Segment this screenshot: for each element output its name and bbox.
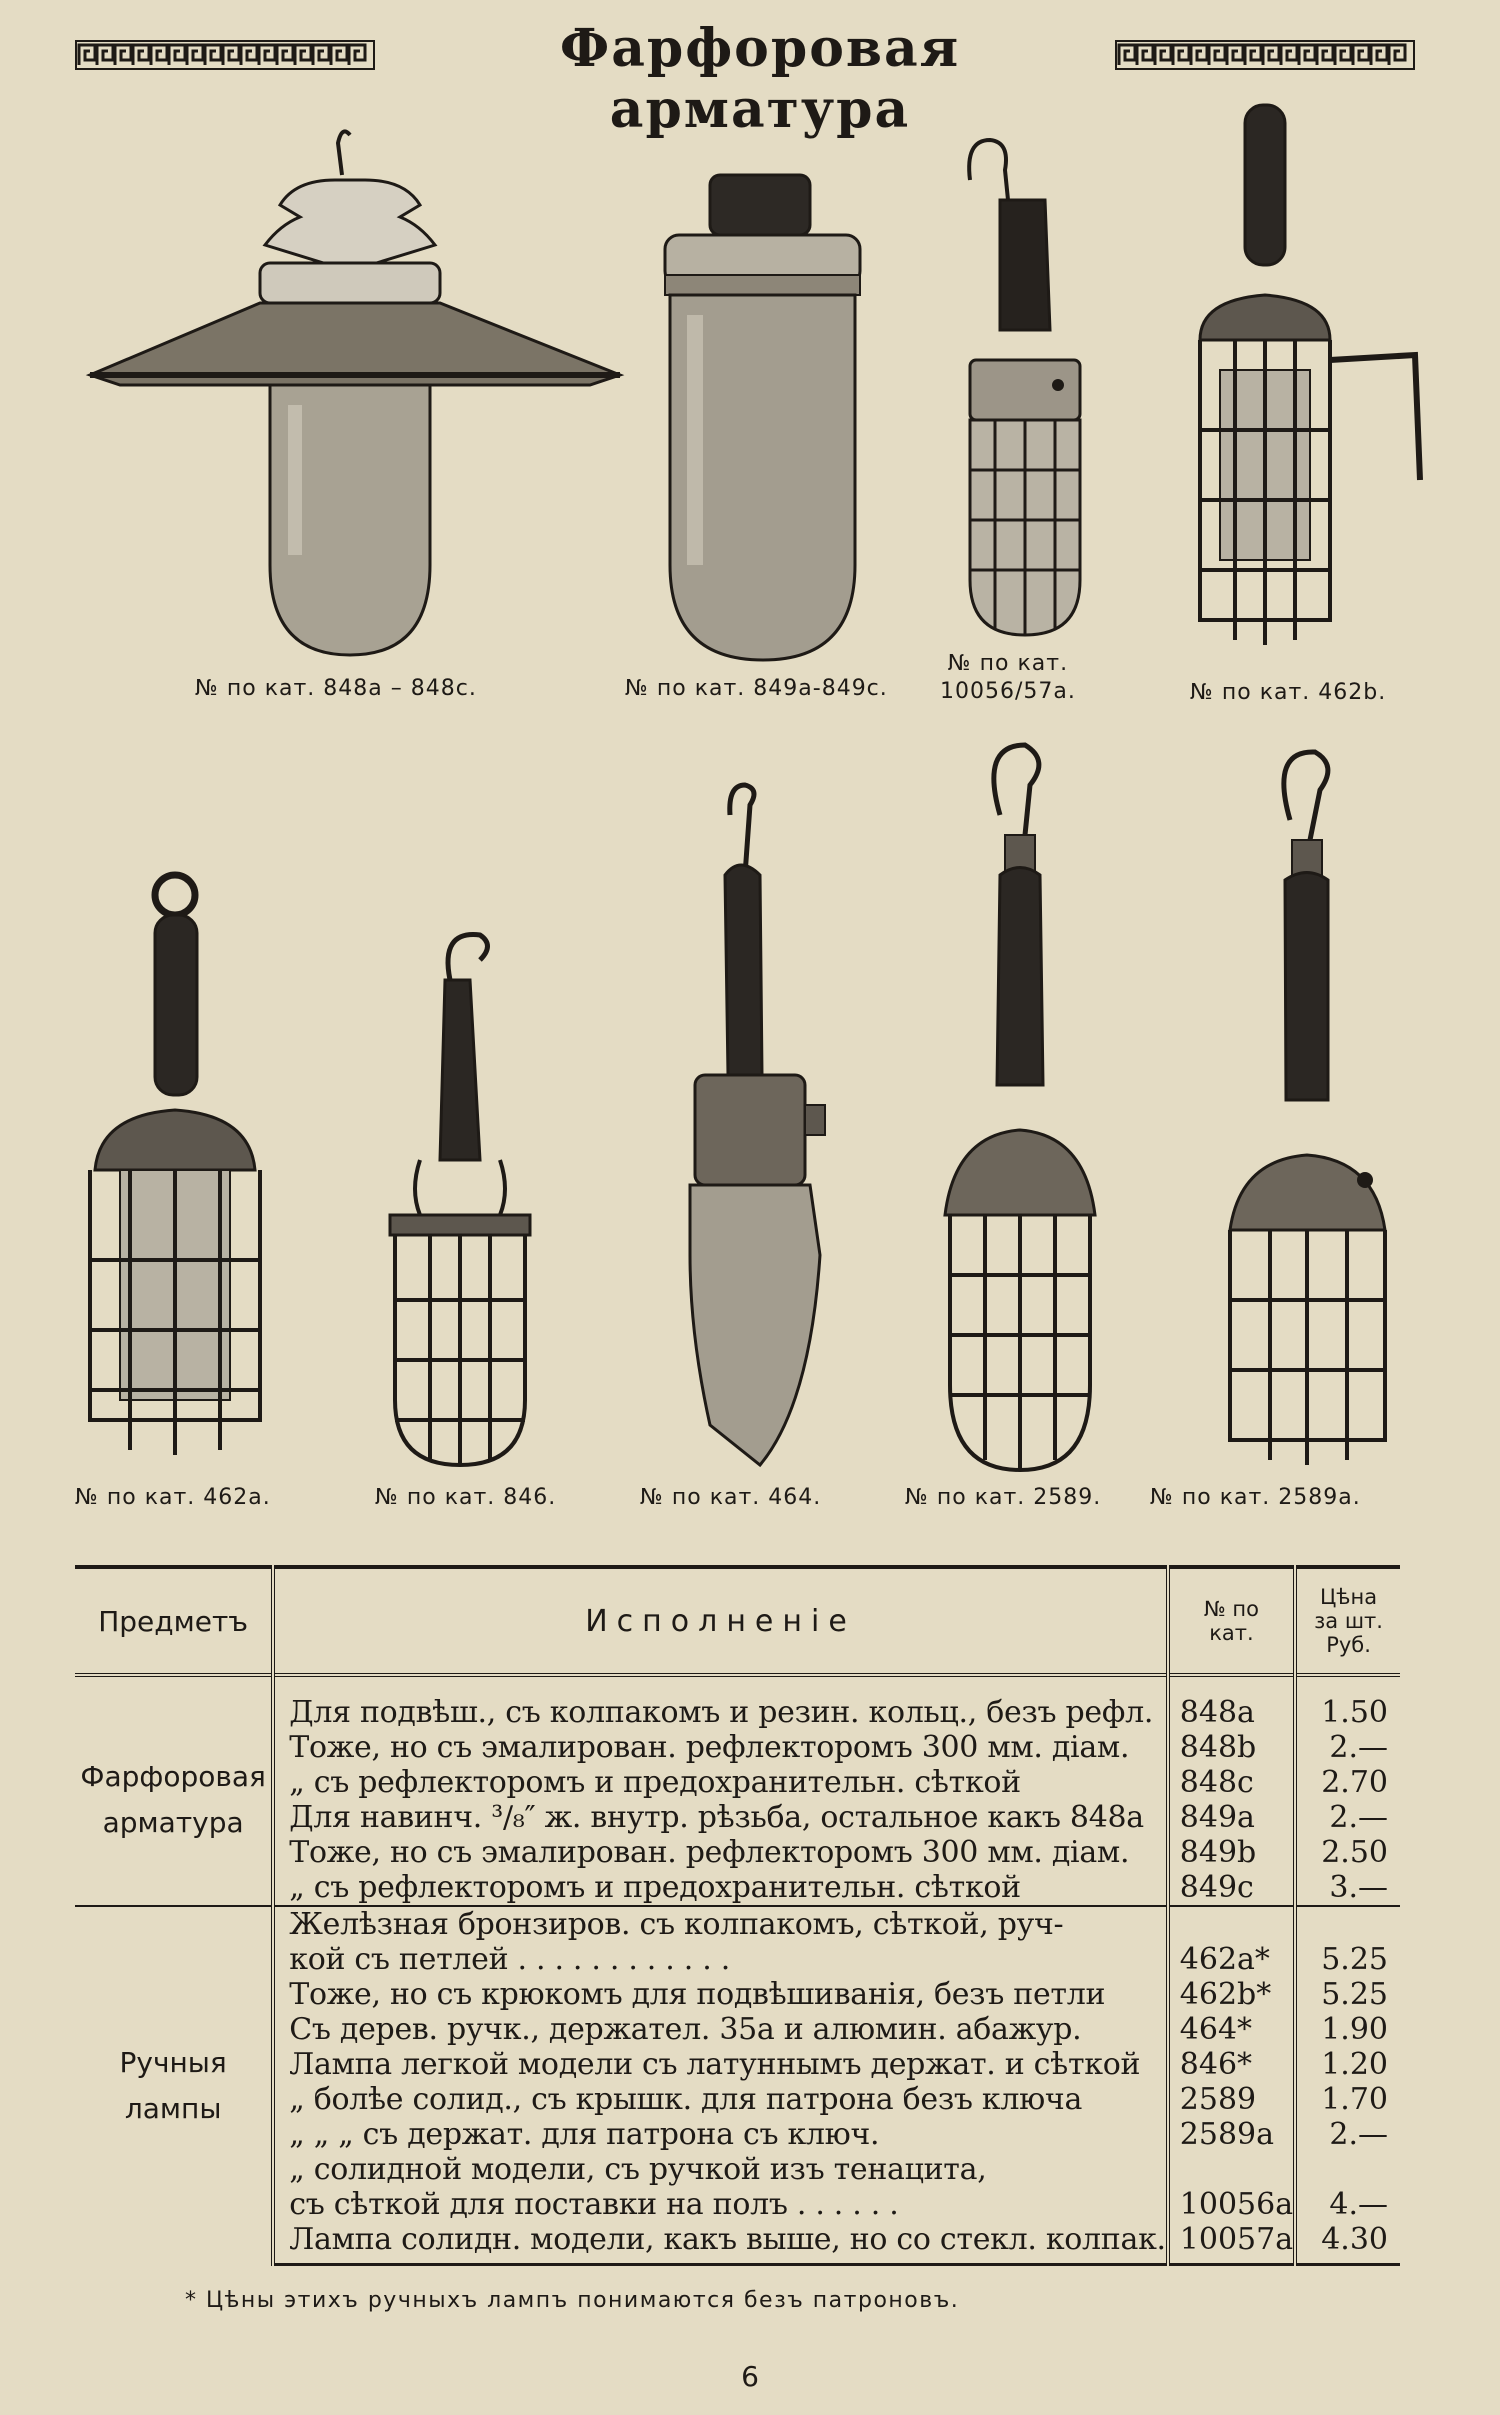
table-row xyxy=(75,2187,1400,2222)
row-catalog-number: 849b xyxy=(1168,1835,1295,1870)
figure-caption: № по кат. 2589. xyxy=(905,1485,1102,1510)
column-header-item: Предметъ xyxy=(98,1604,249,1638)
row-price: 2.— xyxy=(1295,2117,1400,2152)
row-price xyxy=(1295,1906,1400,1942)
row-description: Лампа солидн. модели, какъ выше, но со стекл. колпак. xyxy=(273,2222,1168,2265)
group-label-line: арматура xyxy=(102,1806,244,1839)
row-catalog-number: 462b* xyxy=(1168,1977,1295,2012)
group-label-hand-lamps xyxy=(75,1906,273,2265)
row-catalog-number: 464* xyxy=(1168,2012,1295,2047)
header-line: № по xyxy=(1203,1597,1259,1621)
row-price: 1.90 xyxy=(1295,2012,1400,2047)
row-catalog-number: 462a* xyxy=(1168,1942,1295,1977)
row-catalog-number: 849a xyxy=(1168,1800,1295,1835)
header-line: Цѣна xyxy=(1320,1585,1378,1609)
row-price: 5.25 xyxy=(1295,1942,1400,1977)
table-row xyxy=(75,2117,1400,2152)
row-description: Желѣзная бронзиров. съ колпакомъ, сѣткой, руч- xyxy=(273,1906,1168,1942)
row-description: Тоже, но съ эмалирован. рефлекторомъ 300 мм. діам. xyxy=(273,1730,1168,1765)
row-price: 2.50 xyxy=(1295,1835,1400,1870)
footnote: * Цѣны этихъ ручныхъ лампъ понимаются безъ патроновъ. xyxy=(185,2288,960,2313)
figure-caption: № по кат. 462b. xyxy=(1190,680,1387,705)
page-title: Фарфоровая арматура xyxy=(559,18,961,140)
table-row xyxy=(75,2222,1400,2265)
row-catalog-number xyxy=(1168,1906,1295,1942)
row-catalog-number: 10056a xyxy=(1168,2187,1295,2222)
header-line: кат. xyxy=(1209,1621,1254,1645)
row-catalog-number: 2589a xyxy=(1168,2117,1295,2152)
row-description: Тоже, но съ эмалирован. рефлекторомъ 300 мм. діам. xyxy=(273,1835,1168,1870)
table-row xyxy=(75,1800,1400,1835)
row-description: Для навинч. ³/₈″ ж. внутр. рѣзьба, остальное какъ 848a xyxy=(273,1800,1168,1835)
row-description: съ сѣткой для поставки на полъ . . . . . . xyxy=(273,2187,1168,2222)
figure-caption-10056 xyxy=(940,650,1076,706)
row-catalog-number: 848b xyxy=(1168,1730,1295,1765)
row-price: 4.30 xyxy=(1295,2222,1400,2265)
table-row xyxy=(75,1675,1400,1730)
row-catalog-number: 2589 xyxy=(1168,2082,1295,2117)
lamp-846-illustration xyxy=(380,920,540,1470)
lamp-462a-illustration xyxy=(75,870,275,1470)
row-description: Для подвѣш., съ колпакомъ и резин. кольц., безъ рефл. xyxy=(273,1675,1168,1730)
price-table xyxy=(75,1565,1400,2266)
row-price: 1.20 xyxy=(1295,2047,1400,2082)
ornament-band-left xyxy=(75,40,375,70)
row-price xyxy=(1295,2152,1400,2187)
row-description: кой съ петлей . . . . . . . . . . . . xyxy=(273,1942,1168,1977)
figure-caption: № по кат. 2589a. xyxy=(1150,1485,1361,1510)
lamp-464-illustration xyxy=(670,775,830,1475)
row-catalog-number: 846* xyxy=(1168,2047,1295,2082)
header-line: Руб. xyxy=(1326,1633,1371,1657)
column-header-execution: Исполненіе xyxy=(273,1567,1168,1675)
table-row xyxy=(75,2012,1400,2047)
table-row xyxy=(75,2152,1400,2187)
table-row xyxy=(75,1906,1400,1942)
figure-caption: № по кат. 462a. xyxy=(75,1485,271,1510)
lamp-10056-illustration xyxy=(950,130,1100,640)
lamp-2589-illustration xyxy=(925,735,1115,1475)
figure-caption: № по кат. 846. xyxy=(375,1485,557,1510)
table-row xyxy=(75,2082,1400,2117)
table-row xyxy=(75,1977,1400,2012)
row-description: „ съ рефлекторомъ и предохранительн. сѣткой xyxy=(273,1870,1168,1906)
table-row xyxy=(75,1765,1400,1800)
column-header-catalog xyxy=(1168,1567,1295,1675)
lamp-462b-illustration xyxy=(1180,100,1450,660)
table-row xyxy=(75,2047,1400,2082)
table-row xyxy=(75,1870,1400,1906)
header-line: за шт. xyxy=(1314,1609,1383,1633)
group-label-line: лампы xyxy=(124,2091,222,2125)
row-catalog-number xyxy=(1168,2152,1295,2187)
row-price: 1.50 xyxy=(1295,1675,1400,1730)
row-catalog-number: 10057a xyxy=(1168,2222,1295,2265)
figure-caption: № по кат. 848a – 848c. xyxy=(195,676,477,701)
lamp-849-illustration xyxy=(655,165,870,665)
row-price: 2.— xyxy=(1295,1730,1400,1765)
row-description: Лампа легкой модели съ латуннымъ держат. и сѣткой xyxy=(273,2047,1168,2082)
table-row xyxy=(75,1835,1400,1870)
table-header-row xyxy=(75,1567,1400,1675)
table-row xyxy=(75,1730,1400,1765)
row-catalog-number: 849c xyxy=(1168,1870,1295,1906)
row-price: 1.70 xyxy=(1295,2082,1400,2117)
row-description: „ солидной модели, съ ручкой изъ тенацита, xyxy=(273,2152,1168,2187)
figure-caption: № по кат. 849a-849c. xyxy=(625,676,888,701)
page-number: 6 xyxy=(741,2360,759,2393)
column-header-price xyxy=(1295,1567,1400,1675)
ornament-band-right xyxy=(1115,40,1415,70)
figure-caption: № по кат. 464. xyxy=(640,1485,822,1510)
caption-line: 10056/57a. xyxy=(940,679,1076,704)
caption-line: № по кат. xyxy=(947,651,1069,676)
row-price: 3.— xyxy=(1295,1870,1400,1906)
group-label-line: Фарфоровая xyxy=(80,1760,266,1793)
row-catalog-number: 848c xyxy=(1168,1765,1295,1800)
group-label-line: Ручныя xyxy=(119,2045,227,2079)
table-row xyxy=(75,1942,1400,1977)
row-price: 2.70 xyxy=(1295,1765,1400,1800)
row-price: 5.25 xyxy=(1295,1977,1400,2012)
row-description: „ съ рефлекторомъ и предохранительн. сѣткой xyxy=(273,1765,1168,1800)
row-description: „ „ „ съ держат. для патрона съ ключ. xyxy=(273,2117,1168,2152)
row-description: Съ дерев. ручк., держател. 35a и алюмин. абажур. xyxy=(273,2012,1168,2047)
row-catalog-number: 848a xyxy=(1168,1675,1295,1730)
row-description: „ болѣе солид., съ крышк. для патрона безъ ключа xyxy=(273,2082,1168,2117)
page-header xyxy=(60,18,1440,140)
row-description: Тоже, но съ крюкомъ для подвѣшиванія, безъ петли xyxy=(273,1977,1168,2012)
lamp-848-illustration xyxy=(80,125,630,665)
row-price: 4.— xyxy=(1295,2187,1400,2222)
lamp-2589a-illustration xyxy=(1210,740,1400,1480)
row-price: 2.— xyxy=(1295,1800,1400,1835)
group-label-porcelain xyxy=(75,1675,273,1906)
